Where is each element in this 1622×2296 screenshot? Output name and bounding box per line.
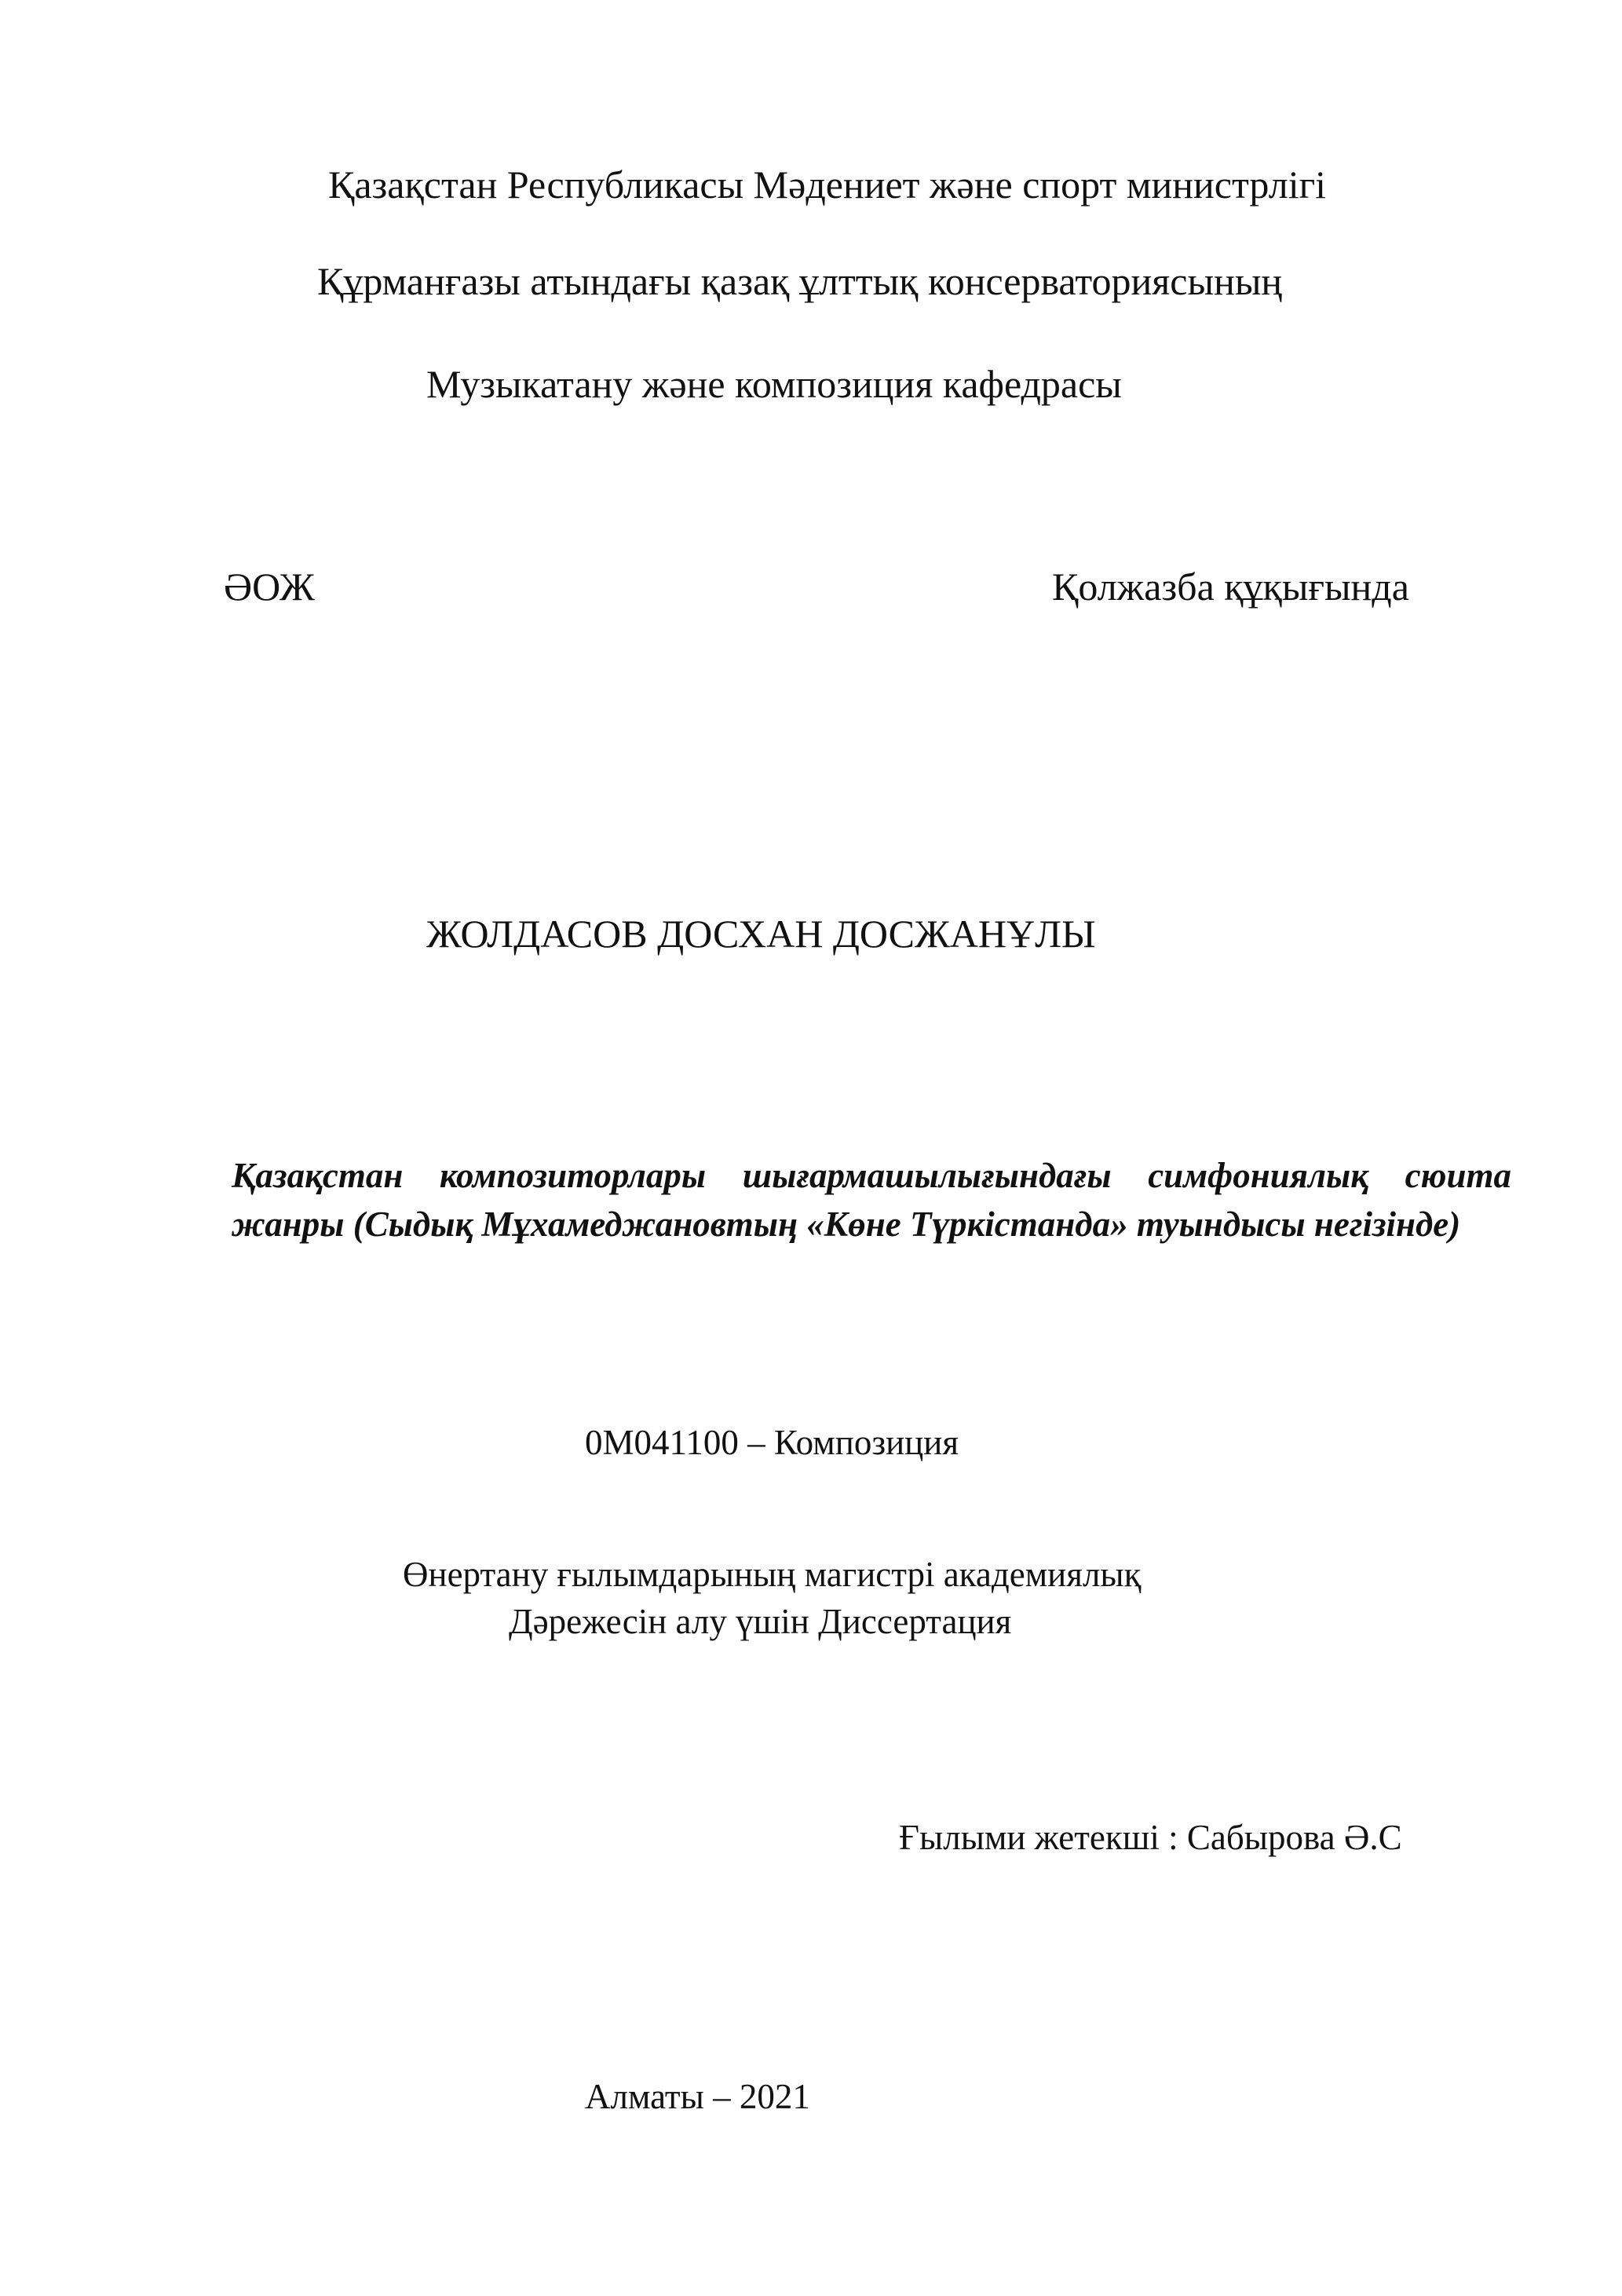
specialty-code: 0М041100 – Композиция [585, 1423, 959, 1462]
udc-label: ӘОЖ [224, 565, 315, 609]
ministry-heading: Қазақстан Республикасы Мәдениет және спорт министрлігі [328, 163, 1326, 207]
place-year: Алматы – 2021 [585, 2077, 810, 2116]
author-name: ЖОЛДАСОВ ДОСХАН ДОСЖАНҰЛЫ [426, 912, 1096, 956]
manuscript-rights-label: Қолжазба құқығында [1052, 565, 1409, 609]
department-heading: Музыкатану және композиция кафедрасы [426, 362, 1122, 406]
degree-line-1: Өнертану ғылымдарының магистрі академиялық [403, 1555, 1142, 1594]
thesis-title: Қазақстан композиторлары шығармашылығындағы симфониялық сюита жанры (Сыдық Мұхамеджановтың «Көне Түркістанда» туындысы негізінде) [232, 1156, 1511, 1244]
degree-line-2: Дәрежесін алу үшін Диссертация [509, 1602, 1012, 1641]
conservatory-heading: Құрманғазы атындағы қазақ ұлттық консерваториясының [317, 259, 1283, 303]
supervisor-label: Ғылыми жетекші : Сабырова Ә.С [899, 1818, 1402, 1857]
